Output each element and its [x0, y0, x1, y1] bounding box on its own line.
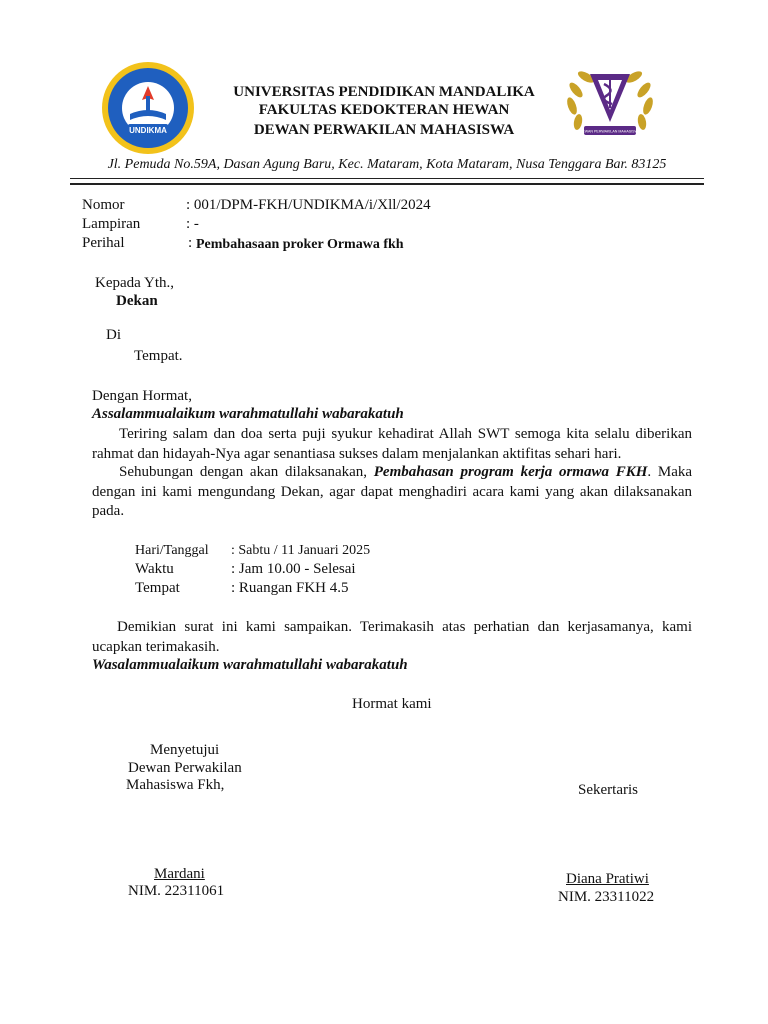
schedule-time-value: : Jam 10.00 - Selesai — [231, 561, 356, 577]
dpm-logo-caption: DEWAN PERWAKILAN MAHASISWA — [579, 129, 641, 134]
hormat-kami: Hormat kami — [352, 696, 432, 712]
left-signer-nim: NIM. 22311061 — [128, 883, 225, 899]
header-rule-thin — [70, 178, 704, 179]
nomor-value: : 001/DPM-FKH/UNDIKMA/i/Xll/2024 — [186, 197, 431, 213]
schedule-date-value: : Sabtu / 11 Januari 2025 — [231, 543, 371, 558]
salam-opening: Assalammualaikum warahmatullahi wabarakatuh — [92, 406, 404, 422]
recipient-name: Dekan — [116, 293, 158, 309]
perihal-value: Pembahasaan proker Ormawa fkh — [196, 237, 404, 252]
approver-org-line1: Dewan Perwakilan — [128, 760, 242, 776]
right-signer-nim: NIM. 23311022 — [558, 889, 655, 905]
university-name: UNIVERSITAS PENDIDIKAN MANDALIKA — [233, 84, 535, 100]
closing-paragraph: Demikian surat ini kami sampaikan. Terimakasih atas perhatian dan kerjasamanya, kami ucapkan terimakasih. — [92, 619, 692, 655]
left-signer-name: Mardani — [154, 866, 205, 882]
schedule-date-label: Hari/Tanggal — [135, 543, 209, 558]
right-signer-name: Diana Pratiwi — [566, 871, 649, 887]
paragraph-2-post: . Maka dengan ini kami mengundang Dekan, agar dapat menghadiri acara kami yang akan dilaksanakan pada. — [92, 464, 693, 519]
paragraph-2-pre: Sehubungan dengan akan dilaksanakan, — [119, 464, 374, 480]
paragraph-2 — [92, 463, 692, 522]
schedule-place-value: : Ruangan FKH 4.5 — [231, 580, 349, 596]
greeting: Dengan Hormat, — [92, 388, 192, 404]
lampiran-label: Lampiran — [82, 216, 141, 232]
lampiran-value: : - — [186, 216, 199, 232]
perihal-colon: : — [188, 235, 193, 251]
paragraph-1: Teriring salam dan doa serta puji syukur kehadirat Allah SWT semoga kita selalu diberikan rahmat dan hidayah-Nya agar senantiasa sukses dalam menjalankan aktifitas sehari hari. — [92, 426, 692, 462]
header-rule-thick — [70, 183, 704, 185]
right-signer-role: Sekertaris — [578, 782, 638, 798]
perihal-label: Perihal — [82, 235, 125, 251]
approver-org-line2: Mahasiswa Fkh, — [126, 777, 225, 793]
council-name: DEWAN PERWAKILAN MAHASISWA — [253, 122, 515, 138]
di-line: Di — [106, 327, 121, 343]
dpm-fkh-logo — [560, 62, 660, 146]
schedule-time-label: Waktu — [135, 561, 174, 577]
salam-closing: Wasalammualaikum warahmatullahi wabarakatuh — [92, 657, 408, 673]
address: Jl. Pemuda No.59A, Dasan Agung Baru, Kec. Mataram, Kota Mataram, Nusa Tenggara Bar. 83125 — [107, 157, 667, 172]
nomor-label: Nomor — [82, 197, 125, 213]
event-name: Pembahasan program kerja ormawa FKH — [373, 464, 648, 480]
undikma-logo — [100, 60, 196, 156]
faculty-name: FAKULTAS KEDOKTERAN HEWAN — [258, 102, 510, 118]
undikma-logo-text: UNDIKMA — [129, 126, 167, 135]
tempat-line: Tempat. — [134, 348, 183, 364]
kepada-line: Kepada Yth., — [95, 275, 174, 291]
approval-label: Menyetujui — [150, 742, 220, 758]
schedule-place-label: Tempat — [135, 580, 180, 596]
